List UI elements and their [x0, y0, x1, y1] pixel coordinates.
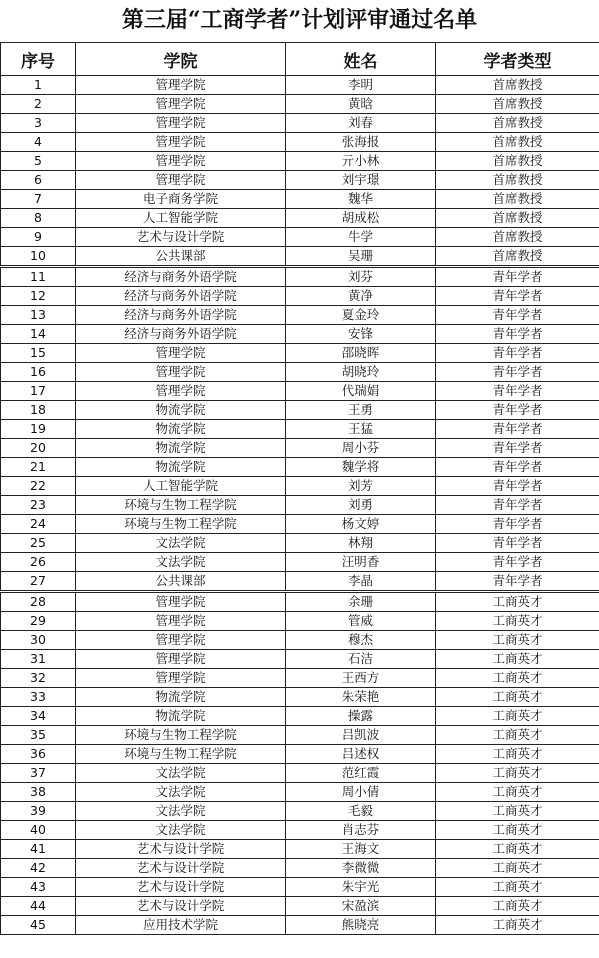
cell-scholar-type: 工商英才: [436, 840, 599, 859]
table-row: [1, 707, 599, 726]
cell-scholar-type: 青年学者: [436, 363, 599, 382]
cell-scholar-type: 首席教授: [436, 228, 599, 247]
cell-name: 夏金玲: [286, 306, 436, 325]
cell-college: 物流学院: [76, 420, 286, 439]
header-index: 序号: [1, 43, 76, 76]
cell-name: 宋盈滨: [286, 897, 436, 916]
table-row: [1, 726, 599, 745]
cell-scholar-type: 首席教授: [436, 209, 599, 228]
cell-name: 魏华: [286, 190, 436, 209]
cell-name: 黄晗: [286, 95, 436, 114]
cell-college: 物流学院: [76, 401, 286, 420]
cell-name: 牛学: [286, 228, 436, 247]
cell-scholar-type: 工商英才: [436, 612, 599, 631]
cell-index: 27: [1, 572, 76, 592]
cell-scholar-type: 青年学者: [436, 267, 599, 287]
cell-name: 魏学将: [286, 458, 436, 477]
cell-name: 代瑞娟: [286, 382, 436, 401]
cell-index: 33: [1, 688, 76, 707]
cell-index: 8: [1, 209, 76, 228]
cell-scholar-type: 首席教授: [436, 133, 599, 152]
cell-index: 2: [1, 95, 76, 114]
cell-name: 王勇: [286, 401, 436, 420]
cell-name: 刘芳: [286, 477, 436, 496]
header-college: 学院: [76, 43, 286, 76]
cell-college: 环境与生物工程学院: [76, 496, 286, 515]
table-row: [1, 859, 599, 878]
cell-scholar-type: 工商英才: [436, 707, 599, 726]
cell-scholar-type: 青年学者: [436, 553, 599, 572]
cell-index: 17: [1, 382, 76, 401]
cell-scholar-type: 工商英才: [436, 916, 599, 935]
table-row: [1, 439, 599, 458]
cell-index: 3: [1, 114, 76, 133]
cell-college: 管理学院: [76, 95, 286, 114]
header-scholar-type: 学者类型: [436, 43, 599, 76]
table-row: [1, 247, 599, 267]
cell-college: 管理学院: [76, 114, 286, 133]
cell-index: 21: [1, 458, 76, 477]
table-row: [1, 592, 599, 612]
cell-college: 环境与生物工程学院: [76, 745, 286, 764]
cell-college: 物流学院: [76, 688, 286, 707]
cell-name: 刘春: [286, 114, 436, 133]
table-row: [1, 382, 599, 401]
table-body: [1, 76, 599, 935]
cell-index: 23: [1, 496, 76, 515]
cell-name: 刘芬: [286, 267, 436, 287]
cell-index: 44: [1, 897, 76, 916]
cell-college: 艺术与设计学院: [76, 228, 286, 247]
cell-college: 公共课部: [76, 247, 286, 267]
cell-college: 人工智能学院: [76, 477, 286, 496]
table-row: [1, 650, 599, 669]
cell-college: 艺术与设计学院: [76, 859, 286, 878]
table-row: [1, 458, 599, 477]
cell-college: 经济与商务外语学院: [76, 287, 286, 306]
cell-name: 张海报: [286, 133, 436, 152]
cell-index: 9: [1, 228, 76, 247]
table-row: [1, 363, 599, 382]
table-row: [1, 190, 599, 209]
table-row: [1, 287, 599, 306]
cell-name: 李晶: [286, 572, 436, 592]
cell-name: 周小芬: [286, 439, 436, 458]
cell-scholar-type: 青年学者: [436, 344, 599, 363]
table-row: [1, 477, 599, 496]
cell-scholar-type: 首席教授: [436, 171, 599, 190]
table-row: [1, 515, 599, 534]
table-row: [1, 171, 599, 190]
cell-name: 范红霞: [286, 764, 436, 783]
cell-college: 管理学院: [76, 650, 286, 669]
cell-college: 管理学院: [76, 152, 286, 171]
cell-scholar-type: 青年学者: [436, 420, 599, 439]
cell-name: 王海文: [286, 840, 436, 859]
table-row: [1, 228, 599, 247]
cell-college: 管理学院: [76, 592, 286, 612]
cell-name: 吕凯波: [286, 726, 436, 745]
cell-index: 38: [1, 783, 76, 802]
table-row: [1, 745, 599, 764]
cell-college: 文法学院: [76, 764, 286, 783]
cell-scholar-type: 首席教授: [436, 152, 599, 171]
cell-name: 李明: [286, 76, 436, 95]
cell-name: 安锋: [286, 325, 436, 344]
table-row: [1, 534, 599, 553]
cell-scholar-type: 工商英才: [436, 897, 599, 916]
cell-college: 管理学院: [76, 344, 286, 363]
table-row: [1, 553, 599, 572]
table-row: [1, 669, 599, 688]
cell-index: 39: [1, 802, 76, 821]
cell-college: 管理学院: [76, 631, 286, 650]
cell-scholar-type: 工商英才: [436, 745, 599, 764]
cell-college: 电子商务学院: [76, 190, 286, 209]
table-row: [1, 267, 599, 287]
cell-college: 物流学院: [76, 707, 286, 726]
cell-college: 文法学院: [76, 783, 286, 802]
cell-scholar-type: 青年学者: [436, 496, 599, 515]
cell-name: 亓小林: [286, 152, 436, 171]
table-header-row: [1, 43, 599, 76]
cell-name: 周小倩: [286, 783, 436, 802]
cell-name: 石洁: [286, 650, 436, 669]
cell-name: 刘宇璟: [286, 171, 436, 190]
cell-index: 1: [1, 76, 76, 95]
cell-college: 文法学院: [76, 821, 286, 840]
cell-college: 管理学院: [76, 76, 286, 95]
cell-index: 28: [1, 592, 76, 612]
cell-scholar-type: 工商英才: [436, 859, 599, 878]
cell-scholar-type: 首席教授: [436, 114, 599, 133]
cell-scholar-type: 工商英才: [436, 783, 599, 802]
table-row: [1, 420, 599, 439]
cell-index: 13: [1, 306, 76, 325]
cell-name: 汪明香: [286, 553, 436, 572]
cell-college: 人工智能学院: [76, 209, 286, 228]
cell-college: 管理学院: [76, 171, 286, 190]
cell-index: 14: [1, 325, 76, 344]
cell-scholar-type: 工商英才: [436, 631, 599, 650]
cell-index: 15: [1, 344, 76, 363]
table-row: [1, 897, 599, 916]
table-row: [1, 76, 599, 95]
table-row: [1, 344, 599, 363]
cell-index: 6: [1, 171, 76, 190]
table-row: [1, 802, 599, 821]
cell-name: 李微微: [286, 859, 436, 878]
table-row: [1, 688, 599, 707]
cell-college: 管理学院: [76, 669, 286, 688]
cell-index: 35: [1, 726, 76, 745]
table-row: [1, 631, 599, 650]
cell-college: 环境与生物工程学院: [76, 726, 286, 745]
cell-college: 管理学院: [76, 363, 286, 382]
cell-index: 22: [1, 477, 76, 496]
cell-name: 胡成松: [286, 209, 436, 228]
cell-scholar-type: 首席教授: [436, 247, 599, 267]
cell-college: 艺术与设计学院: [76, 840, 286, 859]
cell-name: 王西方: [286, 669, 436, 688]
cell-index: 37: [1, 764, 76, 783]
cell-name: 操露: [286, 707, 436, 726]
cell-index: 20: [1, 439, 76, 458]
cell-index: 26: [1, 553, 76, 572]
cell-college: 文法学院: [76, 553, 286, 572]
cell-scholar-type: 工商英才: [436, 802, 599, 821]
cell-scholar-type: 青年学者: [436, 439, 599, 458]
cell-scholar-type: 首席教授: [436, 95, 599, 114]
cell-name: 熊晓亮: [286, 916, 436, 935]
table-row: [1, 840, 599, 859]
cell-college: 经济与商务外语学院: [76, 325, 286, 344]
cell-index: 11: [1, 267, 76, 287]
table-row: [1, 612, 599, 631]
cell-name: 黄净: [286, 287, 436, 306]
cell-name: 胡晓玲: [286, 363, 436, 382]
cell-index: 36: [1, 745, 76, 764]
cell-index: 43: [1, 878, 76, 897]
cell-index: 25: [1, 534, 76, 553]
cell-index: 31: [1, 650, 76, 669]
cell-index: 45: [1, 916, 76, 935]
table-row: [1, 783, 599, 802]
table-row: [1, 878, 599, 897]
cell-name: 林翔: [286, 534, 436, 553]
cell-name: 刘勇: [286, 496, 436, 515]
cell-scholar-type: 工商英才: [436, 878, 599, 897]
cell-college: 经济与商务外语学院: [76, 267, 286, 287]
cell-name: 余珊: [286, 592, 436, 612]
cell-scholar-type: 青年学者: [436, 306, 599, 325]
cell-scholar-type: 青年学者: [436, 458, 599, 477]
cell-college: 艺术与设计学院: [76, 897, 286, 916]
cell-name: 朱荣艳: [286, 688, 436, 707]
cell-name: 王猛: [286, 420, 436, 439]
table-row: [1, 401, 599, 420]
cell-scholar-type: 工商英才: [436, 764, 599, 783]
cell-index: 29: [1, 612, 76, 631]
cell-name: 朱宇光: [286, 878, 436, 897]
cell-name: 毛毅: [286, 802, 436, 821]
cell-index: 4: [1, 133, 76, 152]
cell-index: 12: [1, 287, 76, 306]
cell-index: 42: [1, 859, 76, 878]
cell-college: 艺术与设计学院: [76, 878, 286, 897]
cell-scholar-type: 工商英才: [436, 669, 599, 688]
table-row: [1, 496, 599, 515]
cell-scholar-type: 青年学者: [436, 572, 599, 592]
cell-index: 32: [1, 669, 76, 688]
cell-college: 管理学院: [76, 133, 286, 152]
cell-index: 5: [1, 152, 76, 171]
cell-college: 经济与商务外语学院: [76, 306, 286, 325]
cell-scholar-type: 青年学者: [436, 382, 599, 401]
table-row: [1, 152, 599, 171]
table-row: [1, 306, 599, 325]
cell-name: 穆杰: [286, 631, 436, 650]
cell-college: 管理学院: [76, 612, 286, 631]
cell-college: 应用技术学院: [76, 916, 286, 935]
table-row: [1, 95, 599, 114]
table-row: [1, 114, 599, 133]
cell-index: 19: [1, 420, 76, 439]
cell-index: 24: [1, 515, 76, 534]
cell-scholar-type: 工商英才: [436, 592, 599, 612]
cell-college: 文法学院: [76, 534, 286, 553]
cell-college: 环境与生物工程学院: [76, 515, 286, 534]
cell-scholar-type: 首席教授: [436, 76, 599, 95]
cell-college: 公共课部: [76, 572, 286, 592]
cell-name: 邵晓晖: [286, 344, 436, 363]
header-name: 姓名: [286, 43, 436, 76]
table-row: [1, 325, 599, 344]
table-row: [1, 133, 599, 152]
cell-index: 16: [1, 363, 76, 382]
cell-scholar-type: 工商英才: [436, 688, 599, 707]
cell-index: 7: [1, 190, 76, 209]
cell-scholar-type: 青年学者: [436, 287, 599, 306]
cell-scholar-type: 青年学者: [436, 325, 599, 344]
cell-scholar-type: 青年学者: [436, 534, 599, 553]
cell-name: 杨文婷: [286, 515, 436, 534]
table-row: [1, 209, 599, 228]
cell-index: 30: [1, 631, 76, 650]
table-row: [1, 764, 599, 783]
cell-index: 41: [1, 840, 76, 859]
cell-name: 吕述权: [286, 745, 436, 764]
cell-index: 18: [1, 401, 76, 420]
cell-scholar-type: 青年学者: [436, 515, 599, 534]
cell-scholar-type: 青年学者: [436, 477, 599, 496]
cell-scholar-type: 工商英才: [436, 726, 599, 745]
cell-index: 34: [1, 707, 76, 726]
roster-table: [0, 42, 599, 935]
cell-name: 吴珊: [286, 247, 436, 267]
table-row: [1, 916, 599, 935]
table-row: [1, 572, 599, 592]
cell-scholar-type: 工商英才: [436, 650, 599, 669]
cell-index: 40: [1, 821, 76, 840]
cell-college: 物流学院: [76, 458, 286, 477]
table-row: [1, 821, 599, 840]
cell-college: 物流学院: [76, 439, 286, 458]
cell-college: 文法学院: [76, 802, 286, 821]
cell-index: 10: [1, 247, 76, 267]
cell-scholar-type: 首席教授: [436, 190, 599, 209]
cell-scholar-type: 工商英才: [436, 821, 599, 840]
cell-name: 管威: [286, 612, 436, 631]
cell-scholar-type: 青年学者: [436, 401, 599, 420]
cell-name: 肖志芬: [286, 821, 436, 840]
document-title: 第三届“工商学者”计划评审通过名单: [121, 7, 478, 33]
cell-college: 管理学院: [76, 382, 286, 401]
